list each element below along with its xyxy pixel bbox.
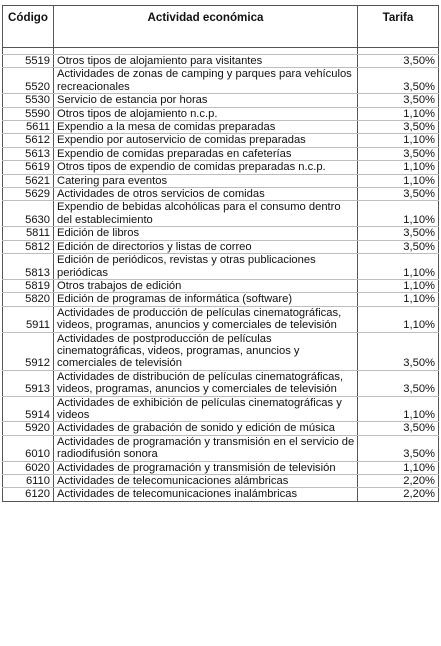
row-activity: Actividades de otros servicios de comidas xyxy=(54,188,358,201)
row-activity: Expendio a la mesa de comidas preparadas xyxy=(54,121,358,134)
row-activity: Edición de libros xyxy=(54,227,358,240)
row-code: 5619 xyxy=(3,161,54,174)
table-row xyxy=(3,121,439,134)
table-row xyxy=(3,254,439,280)
row-rate: 1,10% xyxy=(358,254,439,280)
table-row xyxy=(3,188,439,201)
row-rate: 3,50% xyxy=(358,55,439,68)
row-code: 5920 xyxy=(3,422,54,435)
table-row xyxy=(3,161,439,174)
table-row xyxy=(3,370,439,396)
table-row xyxy=(3,488,439,501)
row-code: 5912 xyxy=(3,332,54,370)
row-rate: 1,10% xyxy=(358,161,439,174)
table-row xyxy=(3,55,439,68)
table-row xyxy=(3,475,439,488)
row-rate: 3,50% xyxy=(358,435,439,461)
table-row xyxy=(3,293,439,306)
row-activity: Actividades de grabación de sonido y edición de música xyxy=(54,422,358,435)
row-rate: 3,50% xyxy=(358,332,439,370)
table-row xyxy=(3,240,439,253)
row-code: 5820 xyxy=(3,293,54,306)
row-activity: Actividades de programación y transmisión en el servicio de radiodifusión sonora xyxy=(54,435,358,461)
row-activity: Actividades de programación y transmisión de televisión xyxy=(54,461,358,474)
row-rate: 1,10% xyxy=(358,293,439,306)
row-activity: Edición de programas de informática (software) xyxy=(54,293,358,306)
table-row xyxy=(3,227,439,240)
table-row xyxy=(3,422,439,435)
row-activity: Actividades de postproducción de películas cinematográficas, videos, programas, anuncios y comerciales de televisión xyxy=(54,332,358,370)
row-rate: 3,50% xyxy=(358,422,439,435)
row-code: 5611 xyxy=(3,121,54,134)
table-row xyxy=(3,396,439,422)
table-row xyxy=(3,107,439,120)
header-code: Código xyxy=(3,6,54,48)
row-code: 5914 xyxy=(3,396,54,422)
row-rate: 3,50% xyxy=(358,94,439,107)
row-rate: 3,50% xyxy=(358,188,439,201)
table-row xyxy=(3,68,439,94)
row-rate: 3,50% xyxy=(358,147,439,160)
row-code: 6020 xyxy=(3,461,54,474)
header-spacer xyxy=(3,48,439,55)
row-activity: Expendio de comidas preparadas en cafeterías xyxy=(54,147,358,160)
row-activity: Actividades de exhibición de películas cinematográficas y videos xyxy=(54,396,358,422)
row-code: 5520 xyxy=(3,68,54,94)
row-activity: Actividades de telecomunicaciones alámbricas xyxy=(54,475,358,488)
row-rate: 1,10% xyxy=(358,107,439,120)
row-rate: 3,50% xyxy=(358,240,439,253)
table-row xyxy=(3,147,439,160)
row-code: 6120 xyxy=(3,488,54,501)
row-activity: Otros tipos de alojamiento n.c.p. xyxy=(54,107,358,120)
row-rate: 1,10% xyxy=(358,461,439,474)
row-code: 6010 xyxy=(3,435,54,461)
row-code: 5813 xyxy=(3,254,54,280)
row-activity: Expendio por autoservicio de comidas preparadas xyxy=(54,134,358,147)
row-code: 5612 xyxy=(3,134,54,147)
row-code: 5519 xyxy=(3,55,54,68)
table-row xyxy=(3,279,439,292)
row-rate: 2,20% xyxy=(358,475,439,488)
row-code: 5613 xyxy=(3,147,54,160)
row-activity: Servicio de estancia por horas xyxy=(54,94,358,107)
table-header xyxy=(3,6,439,55)
row-activity: Actividades de producción de películas cinematográficas, videos, programas, anuncios y comerciales de televisión xyxy=(54,306,358,332)
table-row xyxy=(3,201,439,227)
row-rate: 1,10% xyxy=(358,279,439,292)
row-rate: 1,10% xyxy=(358,396,439,422)
table-row xyxy=(3,134,439,147)
table-row xyxy=(3,461,439,474)
row-activity: Otros tipos de alojamiento para visitantes xyxy=(54,55,358,68)
row-rate: 1,10% xyxy=(358,134,439,147)
table-row xyxy=(3,435,439,461)
table-body xyxy=(3,55,439,502)
row-activity: Edición de directorios y listas de correo xyxy=(54,240,358,253)
header-activity: Actividad económica xyxy=(54,6,358,48)
row-activity: Otros trabajos de edición xyxy=(54,279,358,292)
row-code: 5913 xyxy=(3,370,54,396)
table-row xyxy=(3,306,439,332)
header-rate: Tarifa xyxy=(358,6,439,48)
row-code: 5629 xyxy=(3,188,54,201)
row-code: 5621 xyxy=(3,174,54,187)
row-code: 5911 xyxy=(3,306,54,332)
row-code: 5530 xyxy=(3,94,54,107)
row-rate: 3,50% xyxy=(358,227,439,240)
row-activity: Catering para eventos xyxy=(54,174,358,187)
row-activity: Otros tipos de expendio de comidas preparadas n.c.p. xyxy=(54,161,358,174)
row-code: 6110 xyxy=(3,475,54,488)
row-rate: 3,50% xyxy=(358,121,439,134)
table-row xyxy=(3,94,439,107)
row-activity: Expendio de bebidas alcohólicas para el consumo dentro del establecimiento xyxy=(54,201,358,227)
row-code: 5812 xyxy=(3,240,54,253)
row-rate: 1,10% xyxy=(358,174,439,187)
table-row xyxy=(3,174,439,187)
row-activity: Actividades de distribución de películas cinematográficas, videos, programas, anuncios y comerciales de televisión xyxy=(54,370,358,396)
row-activity: Actividades de telecomunicaciones inalámbricas xyxy=(54,488,358,501)
tariff-table xyxy=(2,5,439,502)
row-code: 5819 xyxy=(3,279,54,292)
row-code: 5811 xyxy=(3,227,54,240)
row-rate: 1,10% xyxy=(358,201,439,227)
row-rate: 3,50% xyxy=(358,370,439,396)
row-rate: 3,50% xyxy=(358,68,439,94)
row-code: 5630 xyxy=(3,201,54,227)
table-row xyxy=(3,332,439,370)
row-code: 5590 xyxy=(3,107,54,120)
row-activity: Actividades de zonas de camping y parques para vehículos recreacionales xyxy=(54,68,358,94)
row-rate: 2,20% xyxy=(358,488,439,501)
row-rate: 1,10% xyxy=(358,306,439,332)
row-activity: Edición de periódicos, revistas y otras publicaciones periódicas xyxy=(54,254,358,280)
